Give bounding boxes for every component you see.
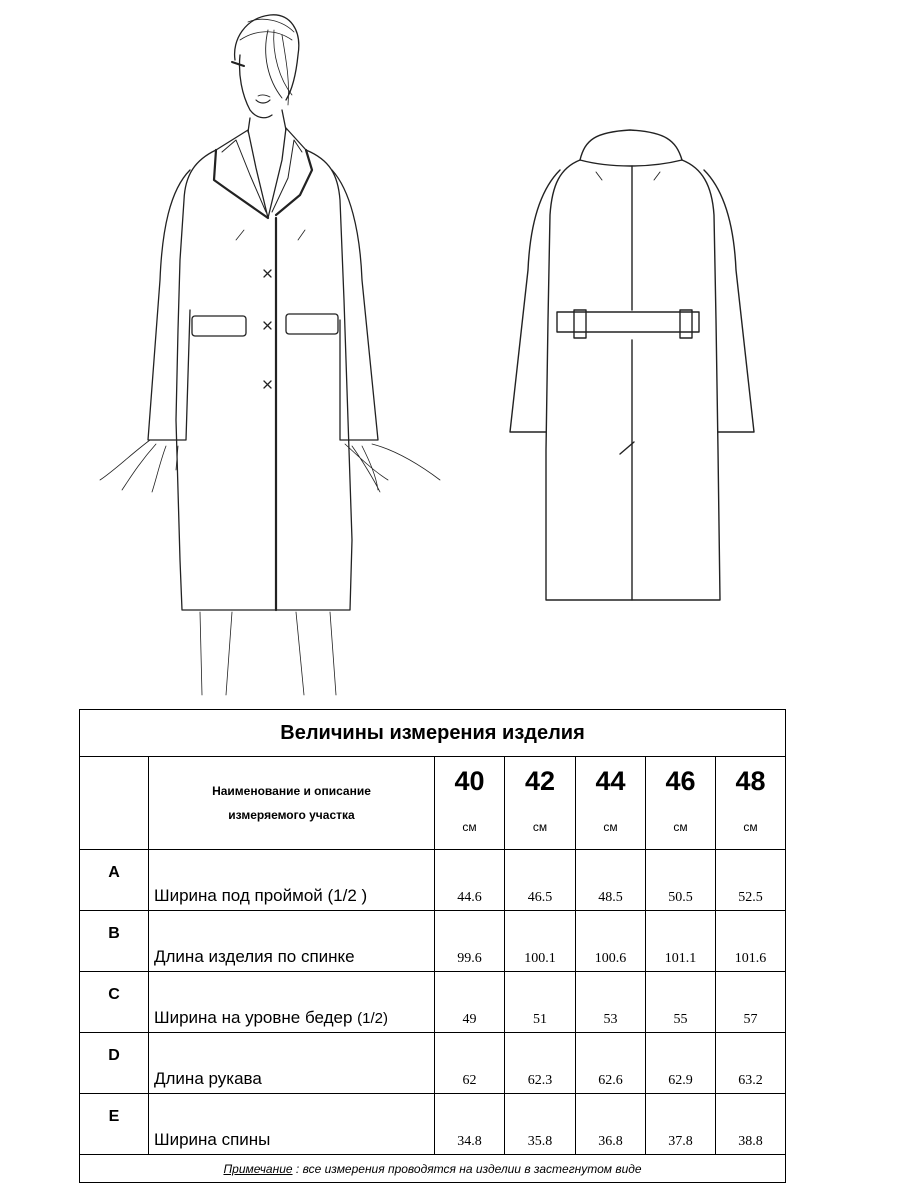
row-description [149, 972, 435, 1033]
row-value: 53 [576, 972, 646, 1033]
row-letter: E [80, 1094, 149, 1155]
table-row [80, 972, 786, 1033]
row-value: 62.6 [576, 1033, 646, 1094]
row-description [149, 1094, 435, 1155]
header-desc-line1: Наименование и описание [212, 784, 371, 798]
note-label: Примечание [223, 1161, 293, 1176]
row-value: 34.8 [435, 1094, 505, 1155]
row-value: 100.1 [505, 911, 576, 972]
header-desc-line2: измеряемого участка [228, 808, 355, 822]
row-value: 57 [716, 972, 786, 1033]
row-value: 50.5 [646, 850, 716, 911]
size-header: 46 [646, 757, 716, 806]
row-value: 101.6 [716, 911, 786, 972]
row-desc-text: Длина рукава [154, 1069, 262, 1088]
size-header: 44 [576, 757, 646, 806]
size-unit: см [646, 805, 716, 850]
row-letter: C [80, 972, 149, 1033]
row-desc-text: Длина изделия по спинке [154, 947, 355, 966]
header-description [149, 757, 435, 850]
row-desc-suffix: (1/2) [357, 1010, 388, 1027]
row-description [149, 1033, 435, 1094]
table-note [80, 1155, 786, 1183]
row-desc-text: Ширина под проймой (1/2 ) [154, 886, 368, 905]
size-unit: см [505, 805, 576, 850]
row-value: 63.2 [716, 1033, 786, 1094]
row-value: 62.3 [505, 1033, 576, 1094]
size-header: 40 [435, 757, 505, 806]
row-desc-text: Ширина спины [154, 1130, 271, 1149]
table-row [80, 1033, 786, 1094]
table-row [80, 911, 786, 972]
row-letter: B [80, 911, 149, 972]
row-value: 37.8 [646, 1094, 716, 1155]
size-unit: см [435, 805, 505, 850]
size-header: 42 [505, 757, 576, 806]
row-value: 44.6 [435, 850, 505, 911]
header-empty-cell [80, 757, 149, 850]
table-row [80, 850, 786, 911]
size-header: 48 [716, 757, 786, 806]
row-letter: D [80, 1033, 149, 1094]
row-value: 100.6 [576, 911, 646, 972]
row-value: 36.8 [576, 1094, 646, 1155]
row-value: 55 [646, 972, 716, 1033]
size-unit: см [576, 805, 646, 850]
row-value: 101.1 [646, 911, 716, 972]
row-desc-text: Ширина на уровне бедер [154, 1008, 358, 1027]
row-value: 38.8 [716, 1094, 786, 1155]
row-value: 35.8 [505, 1094, 576, 1155]
row-value: 49 [435, 972, 505, 1033]
note-text: : все измерения проводятся на изделии в застегнутом виде [292, 1161, 642, 1176]
row-value: 99.6 [435, 911, 505, 972]
size-unit: см [716, 805, 786, 850]
table-title: Величины измерения изделия [80, 710, 786, 757]
size-table [79, 709, 786, 1183]
row-value: 52.5 [716, 850, 786, 911]
table-row [80, 1094, 786, 1155]
row-value: 46.5 [505, 850, 576, 911]
row-description [149, 850, 435, 911]
row-value: 62 [435, 1033, 505, 1094]
row-value: 51 [505, 972, 576, 1033]
row-description [149, 911, 435, 972]
row-value: 48.5 [576, 850, 646, 911]
row-letter: A [80, 850, 149, 911]
row-value: 62.9 [646, 1033, 716, 1094]
